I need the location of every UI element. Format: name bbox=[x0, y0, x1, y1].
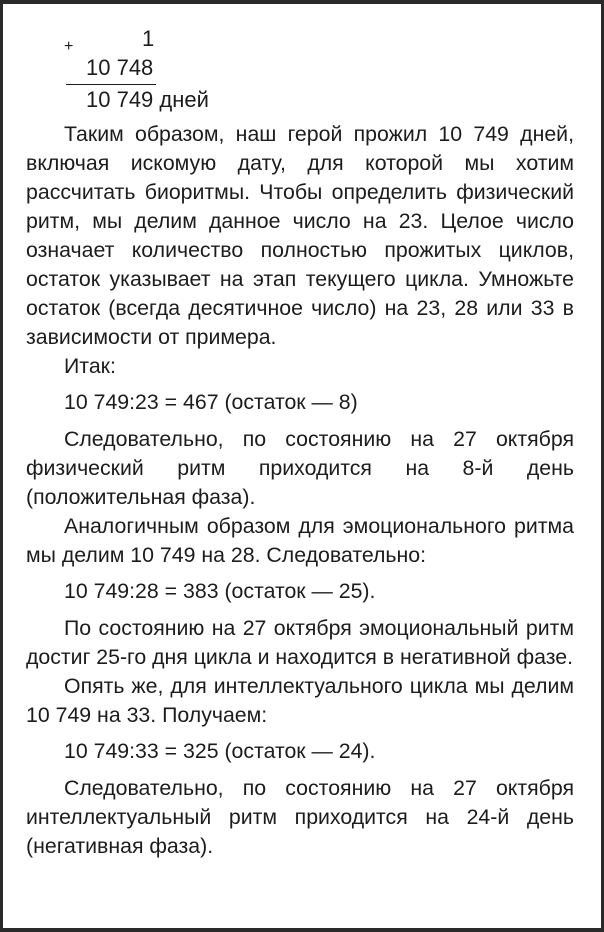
sum-result: 10 749 дней bbox=[86, 87, 209, 112]
page-border-bottom bbox=[0, 928, 604, 932]
formula-physical: 10 749:23 = 467 (остаток — 8) bbox=[64, 390, 358, 414]
addend-bottom: 10 748 bbox=[86, 55, 154, 80]
paragraph-emotional-result: По состоянию на 27 октября эмоциональный ритм достиг 25-го дня цикла и находится в негативной фазе. bbox=[26, 616, 574, 669]
paragraph-intellectual-result: Следовательно, по состоянию на 27 октября интеллектуальный ритм приходится на 24-й день (негативная фаза). bbox=[26, 776, 574, 858]
body-text bbox=[26, 120, 574, 861]
sum-underline bbox=[66, 84, 156, 85]
addition-calculation bbox=[60, 22, 220, 122]
formula-intellectual: 10 749:33 = 325 (остаток — 24). bbox=[64, 739, 376, 763]
formula-emotional: 10 749:28 = 383 (остаток — 25). bbox=[64, 579, 376, 603]
page-border-top bbox=[0, 0, 604, 4]
paragraph-emotional-method: Аналогичным образом для эмоционального ритма мы делим 10 749 на 28. Следовательно: bbox=[26, 514, 574, 567]
paragraph-method: Таким образом, наш герой прожил 10 749 дней, включая искомую дату, для которой мы хотим рассчитать биоритмы. Чтобы определить физический ритм, мы делим данное число на 23. Целое число означает количество полностью прожитых циклов, остаток указывает на этап текущего цикла. Умножьте остаток (всегда десятичное число) на 23, 28 или 33 в зависимости от примера. bbox=[26, 122, 574, 349]
paragraph-itak: Итак: bbox=[64, 354, 116, 378]
addend-top: 1 bbox=[142, 26, 155, 51]
page-border-left bbox=[0, 0, 3, 932]
paragraph-physical-result: Следовательно, по состоянию на 27 октября физический ритм приходится на 8-й день (положительная фаза). bbox=[26, 427, 574, 509]
plus-sign: + bbox=[64, 38, 74, 55]
paragraph-intellectual-method: Опять же, для интеллектуального цикла мы делим 10 749 на 33. Получаем: bbox=[26, 674, 574, 727]
